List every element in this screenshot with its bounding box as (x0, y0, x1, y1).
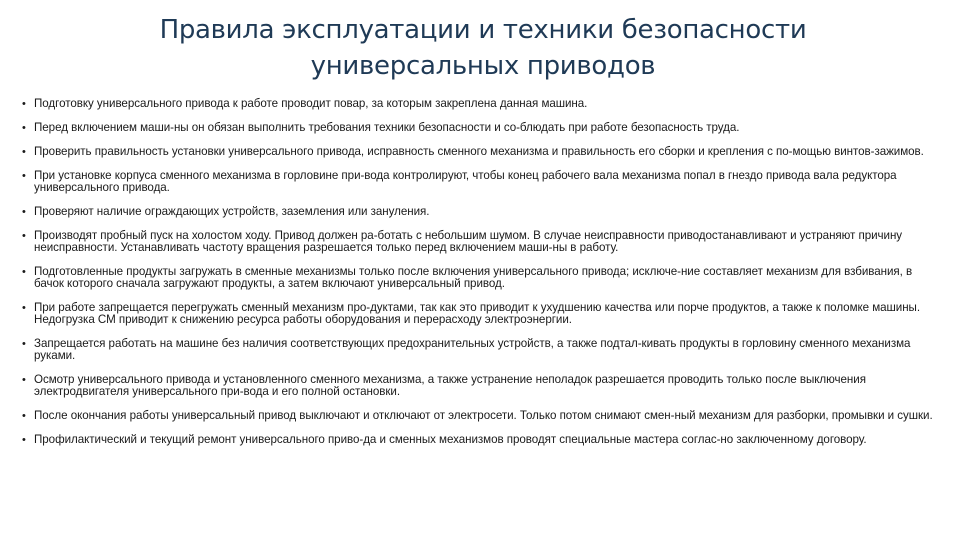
list-item (22, 98, 944, 110)
list-item (22, 170, 944, 194)
list-item-text: После окончания работы универсальный привод выключают и отключают от электросети. Только потом снимают смен-ный механизм для разборки, промывки и сушки. (34, 409, 933, 422)
bullet-icon: • (22, 302, 26, 314)
list-item-text: Производят пробный пуск на холостом ходу. Привод должен ра-ботать с небольшим шумом. В случае неисправности приводостанавливают и устраняют причину неисправности. Устанавливать частоту вращения разрешается только перед включением маши-ны в работу. (34, 229, 903, 254)
list-item (22, 434, 944, 446)
list-item (22, 146, 944, 158)
title-line-2: универсальных приводов (310, 51, 656, 81)
rules-list (22, 98, 944, 446)
list-item-text: Запрещается работать на машине без наличия соответствующих предохранительных устройств, а также подтал-кивать продукты в горловину сменного механизма руками. (34, 337, 911, 362)
bullet-icon: • (22, 338, 26, 350)
list-item (22, 338, 944, 362)
list-item-text: Проверить правильность установки универсального привода, исправность сменного механизма и правильность его сборки и крепления с по-мощью винтов-зажимов. (34, 145, 924, 158)
list-item (22, 266, 944, 290)
list-item-text: Осмотр универсального привода и установленного сменного механизма, а также устранение неполадок разрешается проводить только после выключения электродвигателя универсального при-вода и его полной остановки. (34, 373, 866, 398)
bullet-icon: • (22, 434, 26, 446)
list-item-text: Перед включением маши-ны он обязан выполнить требования техники безопасности и со-блюдать при работе безопасность труда. (34, 121, 740, 134)
list-item (22, 374, 944, 398)
page-title (22, 12, 944, 84)
bullet-icon: • (22, 122, 26, 134)
title-line-1: Правила эксплуатации и техники безопасности (159, 15, 807, 45)
list-item (22, 206, 944, 218)
list-item-text: При работе запрещается перегружать сменный механизм про-дуктами, так как это приводит к ухудшению качества или порче продуктов, а также к поломке машины. Недогрузка СМ приводит к снижению ресурса работы оборудования и перерасходу электроэнергии. (34, 301, 921, 326)
list-item-text: Подготовленные продукты загружать в сменные механизмы только после включения универсального привода; исключе-ние составляет механизм для взбивания, в бачок которого сначала загружают продукты, а затем включают универсальный привод. (34, 265, 913, 290)
list-item-text: Профилактический и текущий ремонт универсального приво-да и сменных механизмов проводят специальные мастера соглас-но заключенному договору. (34, 433, 867, 446)
bullet-icon: • (22, 410, 26, 422)
bullet-icon: • (22, 374, 26, 386)
bullet-icon: • (22, 230, 26, 242)
bullet-icon: • (22, 98, 26, 110)
list-item-text: Проверяют наличие ограждающих устройств, заземления или зануления. (34, 205, 430, 218)
bullet-icon: • (22, 266, 26, 278)
list-item (22, 410, 944, 422)
list-item-text: При установке корпуса сменного механизма в горловине при-вода контролируют, чтобы конец рабочего вала механизма попал в гнездо привода вала редуктора универсального привода. (34, 169, 897, 194)
list-item-text: Подготовку универсального привода к работе проводит повар, за которым закреплена данная машина. (34, 97, 588, 110)
bullet-icon: • (22, 146, 26, 158)
bullet-icon: • (22, 206, 26, 218)
bullet-icon: • (22, 170, 26, 182)
list-item (22, 122, 944, 134)
list-item (22, 230, 944, 254)
list-item (22, 302, 944, 326)
